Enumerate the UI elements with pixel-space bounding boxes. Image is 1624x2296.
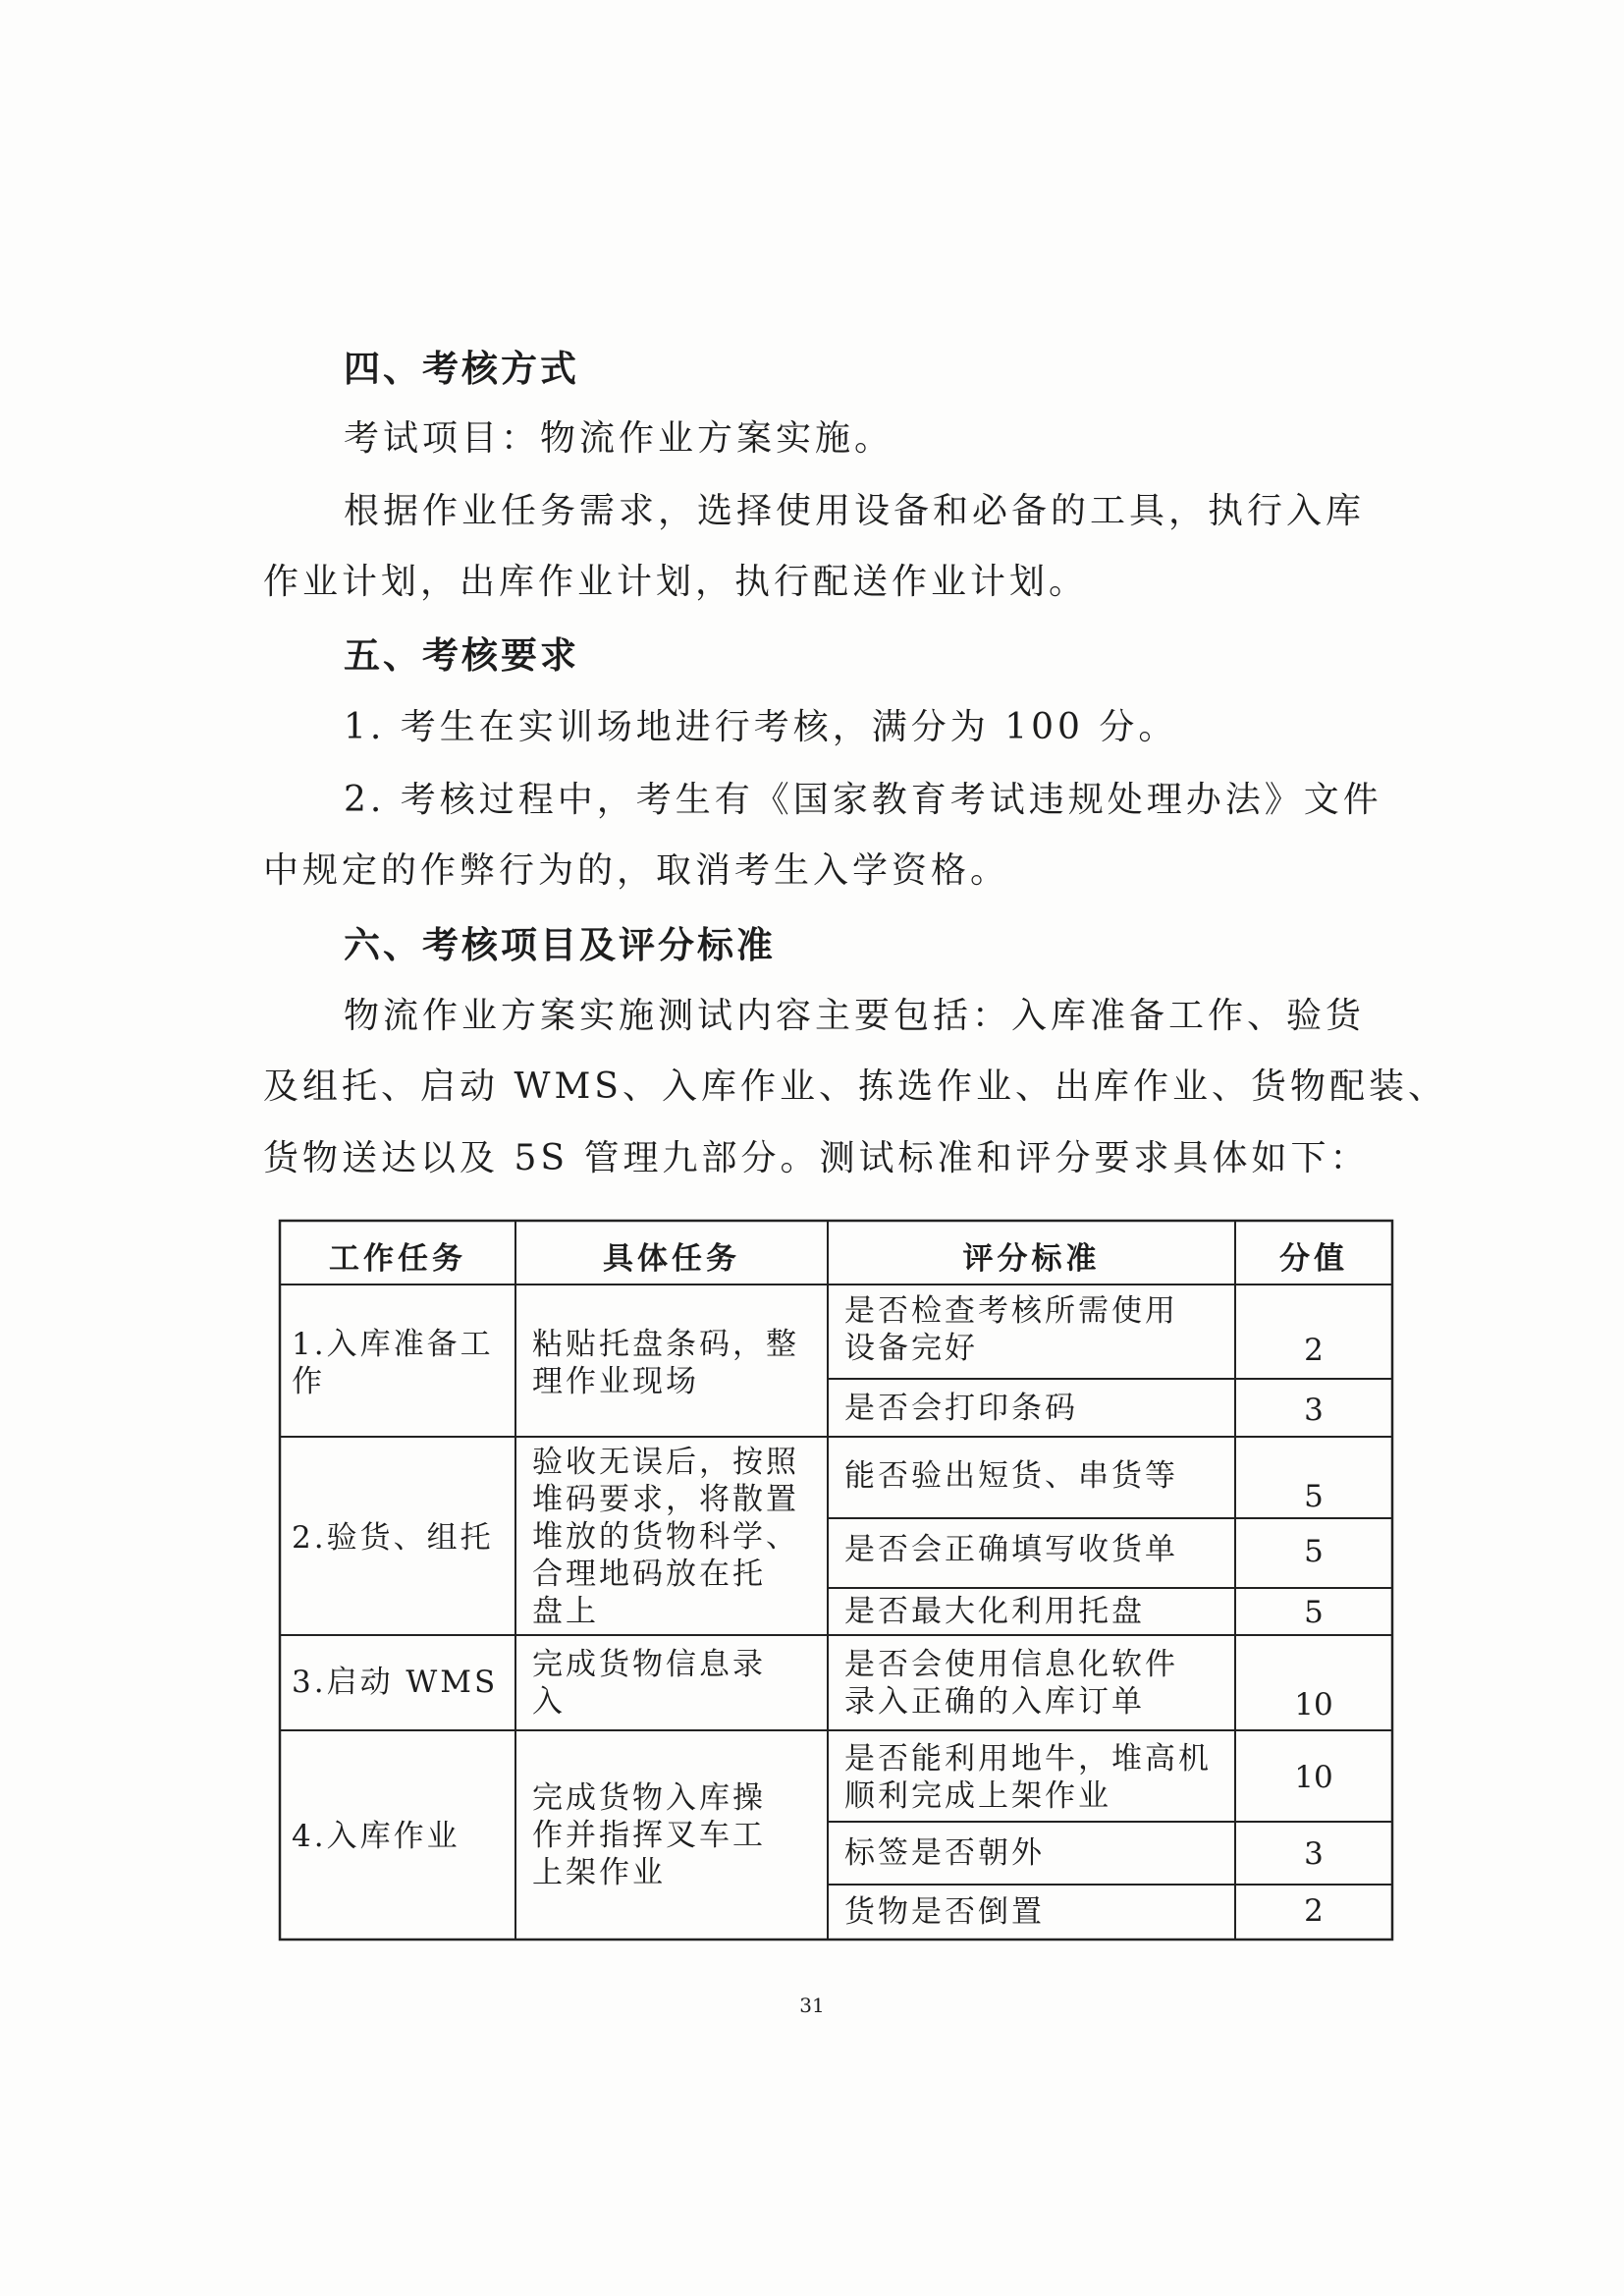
score-2-3: 5 — [1304, 1595, 1324, 1630]
page-number: 31 — [799, 1994, 825, 2017]
criteria-2-2: 是否会正确填写收货单 — [844, 1532, 1178, 1567]
criteria-2-1: 能否验出短货、串货等 — [844, 1458, 1178, 1494]
score-1-1: 2 — [1304, 1333, 1324, 1368]
work-task-1: 1.入库准备工 作 — [292, 1327, 494, 1399]
header-score: 分值 — [1279, 1241, 1348, 1277]
score-1-2: 3 — [1304, 1393, 1324, 1428]
requirement-2-line-2: 中规定的作弊行为的，取消考生入学资格。 — [263, 850, 1010, 891]
criteria-4-2: 标签是否朝外 — [844, 1835, 1045, 1871]
requirement-2-line-1: 2. 考核过程中，考生有《国家教育考试违规处理办法》文件 — [344, 780, 1382, 820]
specific-task-1: 粘贴托盘条码，整 理作业现场 — [532, 1327, 799, 1399]
header-work-task: 工作任务 — [329, 1241, 466, 1277]
score-2-2: 5 — [1304, 1534, 1324, 1569]
work-task-2: 2.验货、组托 — [292, 1520, 494, 1556]
specific-task-2: 验收无误后，按照 堆码要求，将散置 堆放的货物科学、 合理地码放在托 盘上 — [532, 1445, 799, 1629]
header-criteria: 评分标准 — [962, 1241, 1101, 1277]
criteria-4-3: 货物是否倒置 — [844, 1894, 1045, 1930]
criteria-4-1: 是否能利用地牛，堆高机 顺利完成上架作业 — [844, 1741, 1212, 1814]
section-6-para-line-3: 货物送达以及 5S 管理九部分。测试标准和评分要求具体如下： — [263, 1138, 1370, 1178]
section-6-para-line-2: 及组托、启动 WMS、入库作业、拣选作业、出库作业、货物配装、 — [263, 1066, 1447, 1107]
section-6-heading: 六、考核项目及评分标准 — [344, 924, 776, 966]
criteria-2-3: 是否最大化利用托盘 — [844, 1594, 1145, 1629]
specific-task-3: 完成货物信息录 入 — [532, 1647, 766, 1720]
section-4-para-line-1: 根据作业任务需求，选择使用设备和必备的工具，执行入库 — [344, 491, 1366, 531]
section-6-para-line-1: 物流作业方案实施测试内容主要包括：入库准备工作、验货 — [344, 996, 1366, 1036]
criteria-1-2: 是否会打印条码 — [844, 1391, 1078, 1426]
specific-task-4: 完成货物入库操 作并指挥叉车工 上架作业 — [532, 1780, 766, 1890]
requirement-1: 1. 考生在实训场地进行考核，满分为 100 分。 — [344, 707, 1178, 747]
header-specific-task: 具体任务 — [603, 1241, 740, 1277]
section-4-para-line-2: 作业计划，出库作业计划，执行配送作业计划。 — [263, 562, 1089, 602]
criteria-1-1: 是否检查考核所需使用 设备完好 — [844, 1293, 1178, 1366]
work-task-3: 3.启动 WMS — [292, 1665, 499, 1700]
exam-item-line: 考试项目：物流作业方案实施。 — [344, 418, 894, 459]
score-2-1: 5 — [1304, 1479, 1324, 1514]
score-4-1: 10 — [1294, 1760, 1333, 1795]
section-5-heading: 五、考核要求 — [344, 634, 579, 677]
section-4-heading: 四、考核方式 — [344, 348, 579, 390]
score-3-1: 10 — [1294, 1687, 1333, 1722]
score-4-3: 2 — [1304, 1893, 1324, 1929]
work-task-4: 4.入库作业 — [292, 1819, 460, 1854]
score-4-2: 3 — [1304, 1836, 1324, 1872]
criteria-3-1: 是否会使用信息化软件 录入正确的入库订单 — [844, 1647, 1178, 1720]
